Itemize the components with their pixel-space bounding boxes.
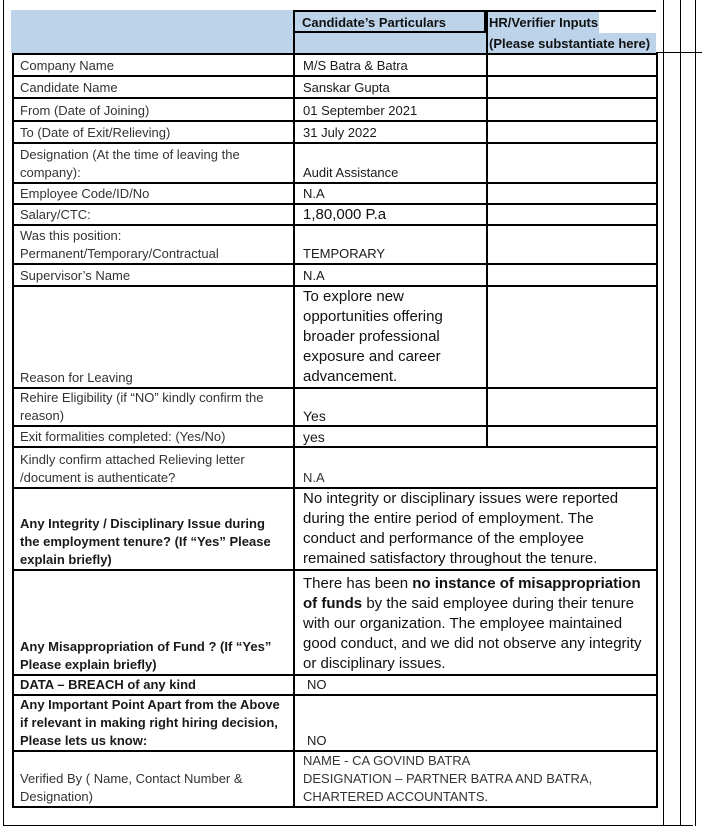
candidate-value: Audit Assistance bbox=[294, 143, 487, 183]
row-label: Employee Code/ID/No bbox=[13, 183, 294, 204]
candidate-value: yes bbox=[294, 426, 487, 447]
row-label: Any Important Point Apart from the Above if relevant in making right hiring decision, Please lets us know: bbox=[13, 695, 294, 751]
table-row bbox=[13, 225, 657, 264]
candidate-value: No integrity or disciplinary issues were reported during the entire period of employment. The conduct and performance of the employee remained satisfactory throughout the tenure. bbox=[294, 488, 657, 570]
candidate-value: NO bbox=[294, 695, 657, 751]
verifier-input[interactable] bbox=[487, 143, 657, 183]
row-label: Designation (At the time of leaving the company): bbox=[13, 143, 294, 183]
row-label: Salary/CTC: bbox=[13, 204, 294, 225]
table-row bbox=[13, 264, 657, 286]
candidate-value: 01 September 2021 bbox=[294, 98, 487, 121]
row-label: Supervisor’s Name bbox=[13, 264, 294, 286]
table-row bbox=[13, 447, 657, 488]
table-row bbox=[13, 98, 657, 121]
verifier-designation: DESIGNATION – PARTNER BATRA AND BATRA, bbox=[303, 771, 593, 786]
table-row bbox=[13, 695, 657, 751]
misappropriation-text-bold: no instance of misappropriation of funds bbox=[303, 575, 641, 612]
candidate-value bbox=[294, 570, 657, 675]
verifier-firm: CHARTERED ACCOUNTANTS. bbox=[303, 789, 489, 804]
candidate-value: N.A bbox=[294, 183, 487, 204]
table-row bbox=[13, 675, 657, 695]
candidate-value: Sanskar Gupta bbox=[294, 76, 487, 98]
candidate-value: N.A bbox=[294, 447, 657, 488]
verifier-input[interactable] bbox=[487, 225, 657, 264]
verifier-input[interactable] bbox=[487, 183, 657, 204]
misappropriation-text-prefix: There has been bbox=[303, 575, 413, 592]
verifier-input[interactable] bbox=[487, 388, 657, 426]
table-row bbox=[13, 183, 657, 204]
row-label: Reason for Leaving bbox=[13, 286, 294, 388]
header-candidate-sub bbox=[293, 31, 486, 53]
candidate-value: TEMPORARY bbox=[294, 225, 487, 264]
candidate-value: N.A bbox=[294, 264, 487, 286]
row-label: To (Date of Exit/Relieving) bbox=[13, 121, 294, 143]
table-row bbox=[13, 570, 657, 675]
candidate-value bbox=[294, 751, 657, 807]
verifier-input[interactable] bbox=[487, 54, 657, 76]
row-label: Company Name bbox=[13, 54, 294, 76]
row-label: Exit formalities completed: (Yes/No) bbox=[13, 426, 294, 447]
table-row bbox=[13, 121, 657, 143]
verifier-name: NAME - CA GOVIND BATRA bbox=[303, 753, 471, 768]
header-verifier-line2: (Please substantiate here) bbox=[488, 33, 656, 54]
border-line bbox=[680, 0, 681, 826]
row-label: Candidate Name bbox=[13, 76, 294, 98]
row-label: DATA – BREACH of any kind bbox=[13, 675, 294, 695]
table-row bbox=[13, 488, 657, 570]
row-label: Was this position: Permanent/Temporary/Contractual bbox=[13, 225, 294, 264]
verifier-input[interactable] bbox=[487, 264, 657, 286]
candidate-value: 31 July 2022 bbox=[294, 121, 487, 143]
table-row bbox=[13, 54, 657, 76]
verifier-input[interactable] bbox=[487, 121, 657, 143]
border-line bbox=[655, 52, 702, 53]
row-label: Rehire Eligibility (if “NO” kindly confirm the reason) bbox=[13, 388, 294, 426]
candidate-value: To explore new opportunities offering broader professional exposure and career advancement. bbox=[294, 286, 487, 388]
row-label: From (Date of Joining) bbox=[13, 98, 294, 121]
verifier-input[interactable] bbox=[487, 286, 657, 388]
table-row bbox=[13, 426, 657, 447]
header-candidate-particulars: Candidate’s Particulars bbox=[293, 10, 486, 33]
verification-table bbox=[12, 53, 658, 808]
row-label: Kindly confirm attached Relieving letter /document is authenticate? bbox=[13, 447, 294, 488]
table-row bbox=[13, 76, 657, 98]
verifier-input[interactable] bbox=[487, 76, 657, 98]
border-line bbox=[663, 0, 664, 826]
table-row bbox=[13, 388, 657, 426]
candidate-value: NO bbox=[294, 675, 657, 695]
border-line bbox=[695, 0, 696, 826]
candidate-value: 1,80,000 P.a bbox=[294, 204, 487, 225]
table-row bbox=[13, 143, 657, 183]
misappropriation-text-suffix: by the said employee during their tenure with our organization. The employee maintained good conduct, and we did not observe any integrity or disciplinary issues. bbox=[303, 595, 642, 672]
table-row bbox=[13, 751, 657, 807]
candidate-value: M/S Batra & Batra bbox=[294, 54, 487, 76]
table-row bbox=[13, 286, 657, 388]
header-verifier-inputs bbox=[486, 10, 656, 53]
verifier-input[interactable] bbox=[487, 98, 657, 121]
candidate-value: Yes bbox=[294, 388, 487, 426]
table-row bbox=[13, 204, 657, 225]
verifier-input[interactable] bbox=[487, 426, 657, 447]
row-label: Verified By ( Name, Contact Number & Designation) bbox=[13, 751, 294, 807]
row-label: Any Integrity / Disciplinary Issue during the employment tenure? (If “Yes” Please explain briefly) bbox=[13, 488, 294, 570]
header-verifier-line1: HR/Verifier Inputs bbox=[488, 12, 599, 33]
verifier-input[interactable] bbox=[487, 204, 657, 225]
row-label: Any Misappropriation of Fund ? (If “Yes” Please explain briefly) bbox=[13, 570, 294, 675]
